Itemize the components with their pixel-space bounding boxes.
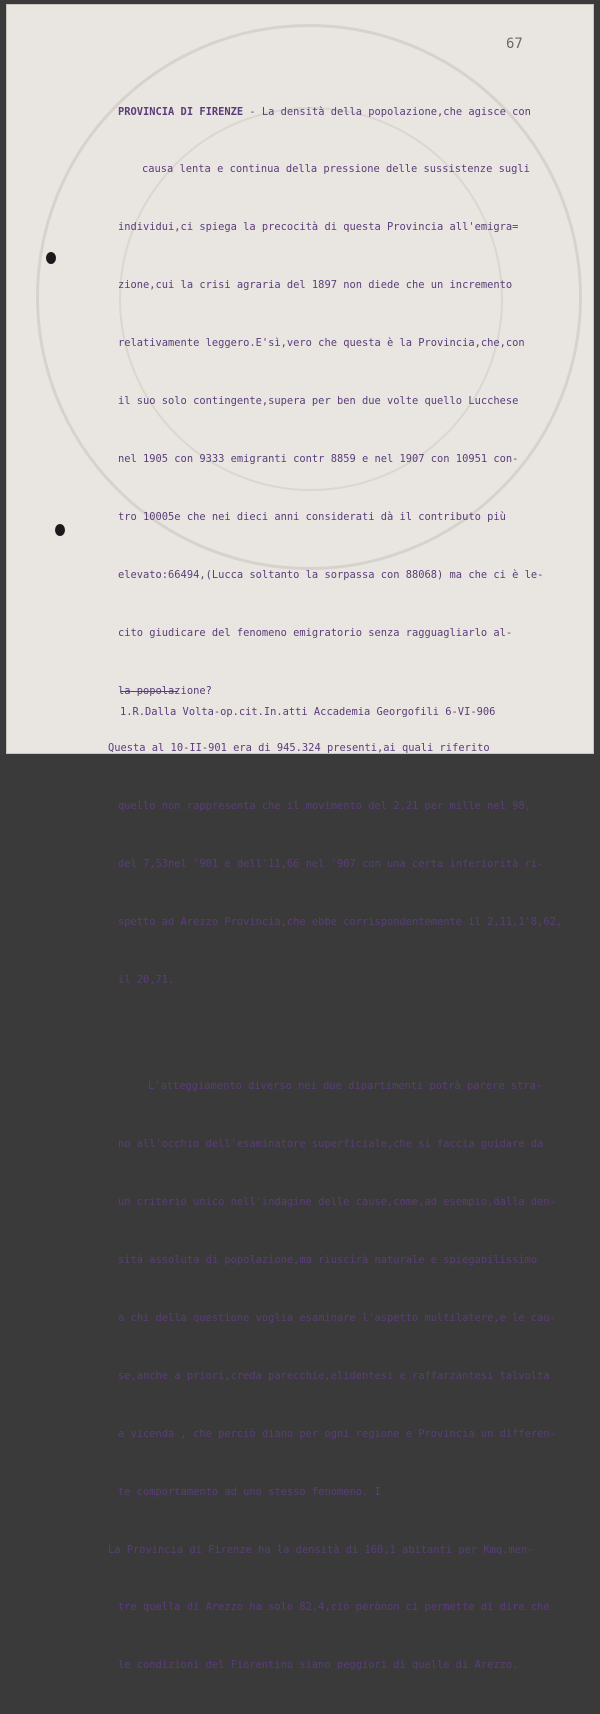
text-line: la popolazione? — [118, 684, 212, 697]
text-line: individui,ci spiega la precocità di questa Provincia all'emigra= — [118, 221, 519, 234]
body-text — [108, 64, 563, 1714]
text-line: zione,cui la crisi agraria del 1897 non diede che un incremento — [118, 279, 513, 292]
text-line: tre quella di Arezzo ha solo 82,4,ciò perònon ci permette di dire che — [118, 1601, 550, 1614]
text-line: Questa al 10-II-901 era di 945.324 presenti,ai quali riferito — [108, 742, 490, 755]
text-line: quello non rappresenta che il movimento del 2,21 per mille nel 98, — [118, 800, 531, 813]
text-line: il suo solo contingente,supera per ben due volte quello Lucchese — [118, 395, 519, 408]
document-page — [6, 4, 594, 1672]
text-line: La Provincia di Firenze ha la densità di 160,1 abitanti per Kmq.men- — [108, 1543, 534, 1556]
footnote-rule — [120, 691, 178, 692]
text-line: cito giudicare del fenomeno emigratorio senza ragguagliarlo al- — [118, 626, 513, 639]
punch-hole — [46, 252, 56, 264]
text-line: un criterio unico nell'indagine delle cause,come,ad esempio,dalla den- — [118, 1196, 556, 1209]
text-line: le condizioni del Fiorentino siano peggiori di quelle di Arezzo. — [118, 1659, 519, 1672]
page-number: 67 — [506, 36, 523, 52]
text-line: relativamente leggero.E'sì,vero che questa è la Provincia,che,con — [118, 337, 525, 350]
footnote: 1.R.Dalla Volta-op.cit.In.atti Accademia Georgofili 6-VI-906 — [120, 706, 496, 718]
text-line: tro 10005e che nei dieci anni considerati dà il contributo più — [118, 510, 506, 523]
text-line: il 20,71. — [118, 973, 175, 986]
text-line: spetto ad Arezzo Provincia,che ebbe corrispondentemente il 2,11,1'8,62, — [118, 916, 563, 929]
punch-hole — [55, 524, 65, 536]
text-line-1: PROVINCIA DI FIRENZE - La densità della popolazione,che agisce con — [118, 105, 531, 118]
text-line: L'atteggiamento diverso nei due dipartimenti potrà parere stra- — [148, 1080, 543, 1093]
text-line: elevato:66494,(Lucca soltanto la sorpassa con 88068) ma che ci è le- — [118, 568, 544, 581]
text-line: causa lenta e continua della pressione delle sussistenze sugli — [142, 163, 530, 176]
text-line: te comportamento ad uno stesso fenomeno. I — [118, 1485, 381, 1498]
text-line: se,anche a priori,creda parecchie,elidentesi e raffarzantesi talvolta — [118, 1369, 550, 1382]
text-line: no all'occhio dell'esaminatore superficiale,che si faccia guidare da — [118, 1138, 544, 1151]
text-line: a vicenda , che perciò diano per ogni regione e Provincia un differen- — [118, 1427, 556, 1440]
text-line: nel 1905 con 9333 emigranti contr 8859 e nel 1907 con 10951 con- — [118, 452, 519, 465]
text-line: del 7,53nel '901 e dell'11,66 nel '907 con una certa inferiorità ri- — [118, 858, 544, 871]
paragraph-gap — [118, 1029, 538, 1039]
text-line: sità assoluta di popolazione,ma riuscirà naturale e spiegabilissimo — [118, 1254, 538, 1267]
text-line: a chi della questione voglia esaminare l'aspetto multilatere,e le cau- — [118, 1312, 556, 1324]
section-heading: PROVINCIA DI FIRENZE — [118, 105, 244, 118]
